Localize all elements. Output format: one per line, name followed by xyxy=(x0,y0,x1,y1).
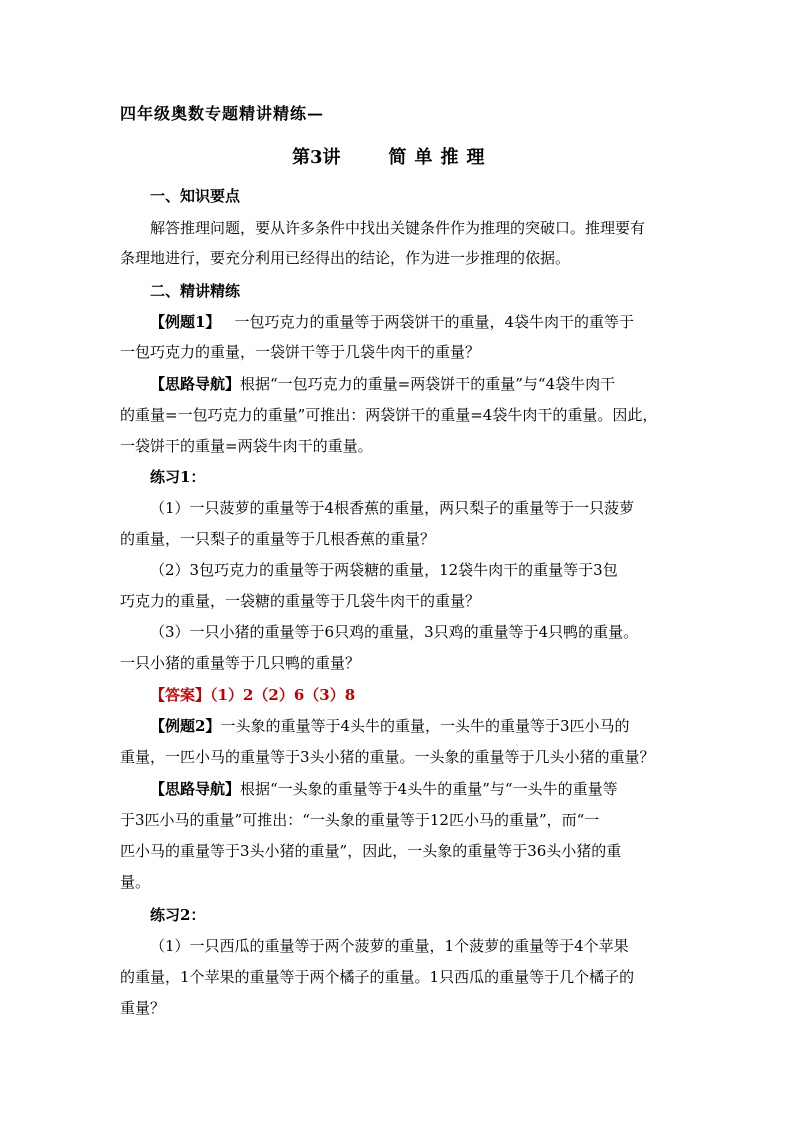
guide1-line-3: 一袋饼干的重量=两袋牛肉干的重量。 xyxy=(120,437,373,455)
practice1-q3-line-1: （3）一只小猪的重量等于6只鸡的重量，3只鸡的重量等于4只鸭的重量。 xyxy=(150,623,639,641)
practice1-q3-line-2: 一只小猪的重量等于几只鸭的重量？ xyxy=(120,654,361,672)
guide2-line-1 xyxy=(150,779,618,799)
guide2-line-2: 于3匹小马的重量”可推出：“一头象的重量等于12匹小马的重量”，而“一 xyxy=(120,811,600,829)
answer-tag: 【答案】 xyxy=(150,686,211,704)
series-title: 四年级奥数专题精讲精练— xyxy=(120,104,325,123)
lecture-number: 第3讲 xyxy=(292,147,341,168)
guide1-text-1: 根据“一包巧克力的重量=两袋饼干的重量”与“4袋牛肉干 xyxy=(240,375,616,393)
lecture-title xyxy=(292,148,493,168)
guide2-tag: 【思路导航】 xyxy=(150,780,241,798)
example2-tag: 【例题2】 xyxy=(150,717,221,735)
practice1-q1-line-2: 的重量，一只梨子的重量等于几根香蕉的重量？ xyxy=(120,530,436,548)
section-heading-practice: 二、精讲精练 xyxy=(150,282,241,300)
guide2-line-4: 量。 xyxy=(120,873,151,891)
example1-tag: 【例题1】 xyxy=(150,313,221,331)
example2-text-1: 一头象的重量等于4头牛的重量，一头牛的重量等于3匹小马的 xyxy=(220,717,630,735)
guide1-line-2: 的重量=一包巧克力的重量”可推出：两袋饼干的重量=4袋牛肉干的重量。因此， xyxy=(120,406,658,424)
example1-line-2: 一包巧克力的重量，一袋饼干等于几袋牛肉干的重量？ xyxy=(120,343,481,361)
example2-line-1 xyxy=(150,716,630,736)
example2-line-2: 重量，一匹小马的重量等于3头小猪的重量。一头象的重量等于几头小猪的重量？ xyxy=(120,748,655,766)
knowledge-paragraph-line-1: 解答推理问题，要从许多条件中找出关键条件作为推理的突破口。推理要有 xyxy=(150,219,646,237)
example1-text-1: 一包巧克力的重量等于两袋饼干的重量，4袋牛肉干的重等于 xyxy=(234,313,634,331)
practice2-q1-line-1: （1）一只西瓜的重量等于两个菠萝的重量，1个菠萝的重量等于4个苹果 xyxy=(150,937,629,955)
example1-line-1 xyxy=(150,312,634,332)
practice1-answer xyxy=(150,685,355,705)
guide2-line-3: 匹小马的重量等于3头小猪的重量”，因此，一头象的重量等于36头小猪的重 xyxy=(120,842,622,860)
practice1-heading: 练习1： xyxy=(150,468,206,486)
practice1-q1-line-1: （1）一只菠萝的重量等于4根香蕉的重量，两只梨子的重量等于一只菠萝 xyxy=(150,499,635,517)
practice1-q2-line-2: 巧克力的重量，一袋糖的重量等于几袋牛肉干的重量？ xyxy=(120,592,481,610)
guide1-tag: 【思路导航】 xyxy=(150,375,241,393)
practice1-q2-line-1: （2）3包巧克力的重量等于两袋糖的重量，12袋牛肉干的重量等于3包 xyxy=(150,561,618,579)
practice2-heading: 练习2： xyxy=(150,906,206,924)
section-heading-knowledge: 一、知识要点 xyxy=(150,187,241,205)
answer-text: （1）2（2）6（3）8 xyxy=(210,686,356,704)
practice2-q1-line-2: 的重量，1个苹果的重量等于两个橘子的重量。1只西瓜的重量等于几个橘子的 xyxy=(120,968,635,986)
practice2-q1-line-3: 重量？ xyxy=(120,999,166,1017)
knowledge-paragraph-line-2: 条理地进行，要充分利用已经得出的结论，作为进一步推理的依据。 xyxy=(120,249,571,267)
guide2-text-1: 根据“一头象的重量等于4头牛的重量”与“一头牛的重量等 xyxy=(240,780,618,798)
guide1-line-1 xyxy=(150,374,615,394)
lecture-topic: 简单推理 xyxy=(388,147,493,168)
